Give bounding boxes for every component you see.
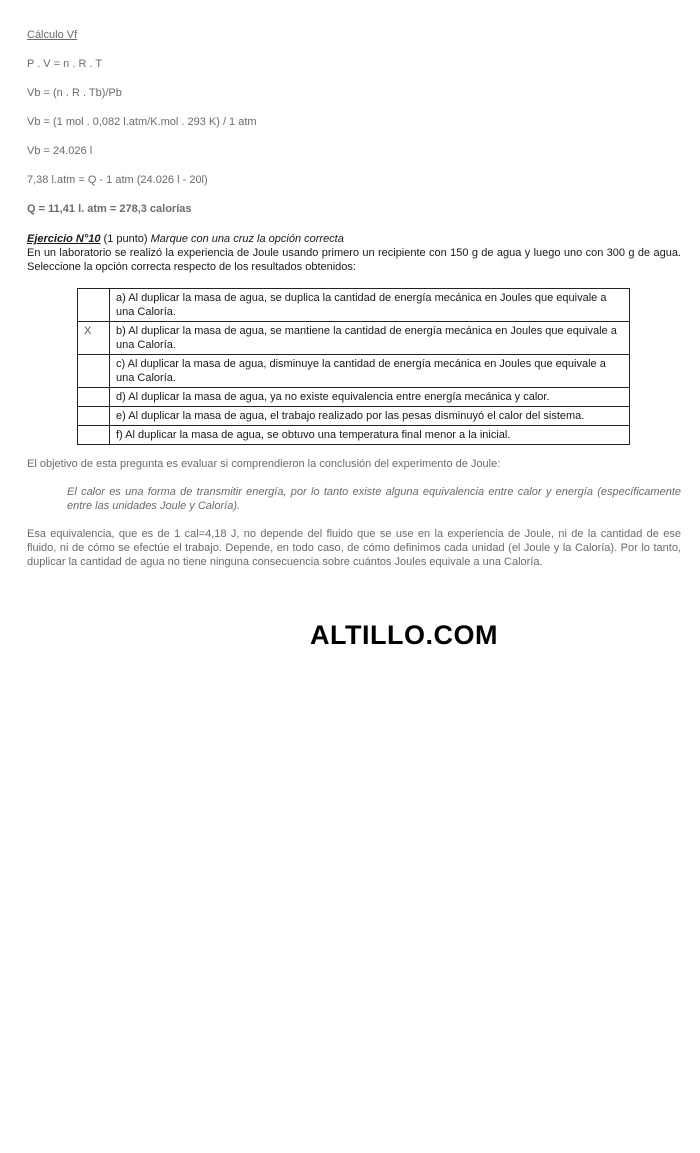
exercise-text: En un laboratorio se realizó la experiencia de Joule usando primero un recipiente con 150 g de agua y luego uno con 300 g de agua. Seleccione la opción correcta respecto de los resultados obtenidos: [27, 247, 681, 273]
option-mark-cell[interactable]: X [78, 322, 110, 355]
option-row [78, 407, 630, 426]
option-row [78, 289, 630, 322]
option-text: c) Al duplicar la masa de agua, disminuye la cantidad de energía mecánica en Joules que equivale a una Caloría. [110, 355, 630, 388]
explanation-quote: El calor es una forma de transmitir energía, por lo tanto existe alguna equivalencia entre calor y energía (específicamente entre las unidades Joule y Caloría). [67, 486, 681, 512]
option-text: f) Al duplicar la masa de agua, se obtuvo una temperatura final menor a la inicial. [110, 426, 630, 445]
explanation-body: Esa equivalencia, que es de 1 cal=4,18 J, no depende del fluido que se use en la experiencia de Joule, ni de la cantidad de ese fluido, ni de cómo se efectúe el trabajo. Depende, en todo caso, de cómo definimos cada unidad (el Joule y la Caloría). Por lo tanto, duplicar la cantidad de agua no tiene ninguna consecuencia sobre cuántos Joules equivale a una Caloría. [27, 528, 681, 568]
option-text: a) Al duplicar la masa de agua, se duplica la cantidad de energía mecánica en Joules que equivale a una Caloría. [110, 289, 630, 322]
option-mark-cell[interactable] [78, 388, 110, 407]
exercise-points: (1 punto) [100, 233, 151, 245]
option-row [78, 388, 630, 407]
altillo-watermark-logo: ALTILLO.COM [310, 620, 498, 650]
calculo-title: Cálculo Vf [27, 29, 78, 41]
exercise-number: Ejercicio N°10 [27, 233, 101, 245]
formula-line: Vb = (n . R . Tb)/Pb [27, 87, 122, 99]
option-row [78, 355, 630, 388]
option-row [78, 426, 630, 445]
calculo-result: Q = 11,41 l. atm = 278,3 calorías [27, 203, 192, 215]
formula-line: P . V = n . R . T [27, 58, 103, 70]
option-row [78, 322, 630, 355]
option-text: d) Al duplicar la masa de agua, ya no existe equivalencia entre energía mecánica y calor. [110, 388, 630, 407]
exercise-instruction: Marque con una cruz la opción correcta [150, 233, 344, 245]
options-table [77, 288, 630, 445]
option-mark-cell[interactable] [78, 289, 110, 322]
exercise-heading [27, 232, 681, 246]
option-mark-cell[interactable] [78, 355, 110, 388]
explanation-intro: El objetivo de esta pregunta es evaluar si comprendieron la conclusión del experimento de Joule: [27, 458, 501, 470]
option-text: e) Al duplicar la masa de agua, el trabajo realizado por las pesas disminuyó el calor del sistema. [110, 407, 630, 426]
formula-line: Vb = 24.026 l [27, 145, 93, 157]
formula-line: Vb = (1 mol . 0,082 l.atm/K.mol . 293 K) / 1 atm [27, 116, 257, 128]
formula-line: 7,38 l.atm = Q - 1 atm (24.026 l - 20l) [27, 174, 208, 186]
option-text: b) Al duplicar la masa de agua, se mantiene la cantidad de energía mecánica en Joules que equivale a una Caloría. [110, 322, 630, 355]
option-mark-cell[interactable] [78, 426, 110, 445]
option-mark-cell[interactable] [78, 407, 110, 426]
